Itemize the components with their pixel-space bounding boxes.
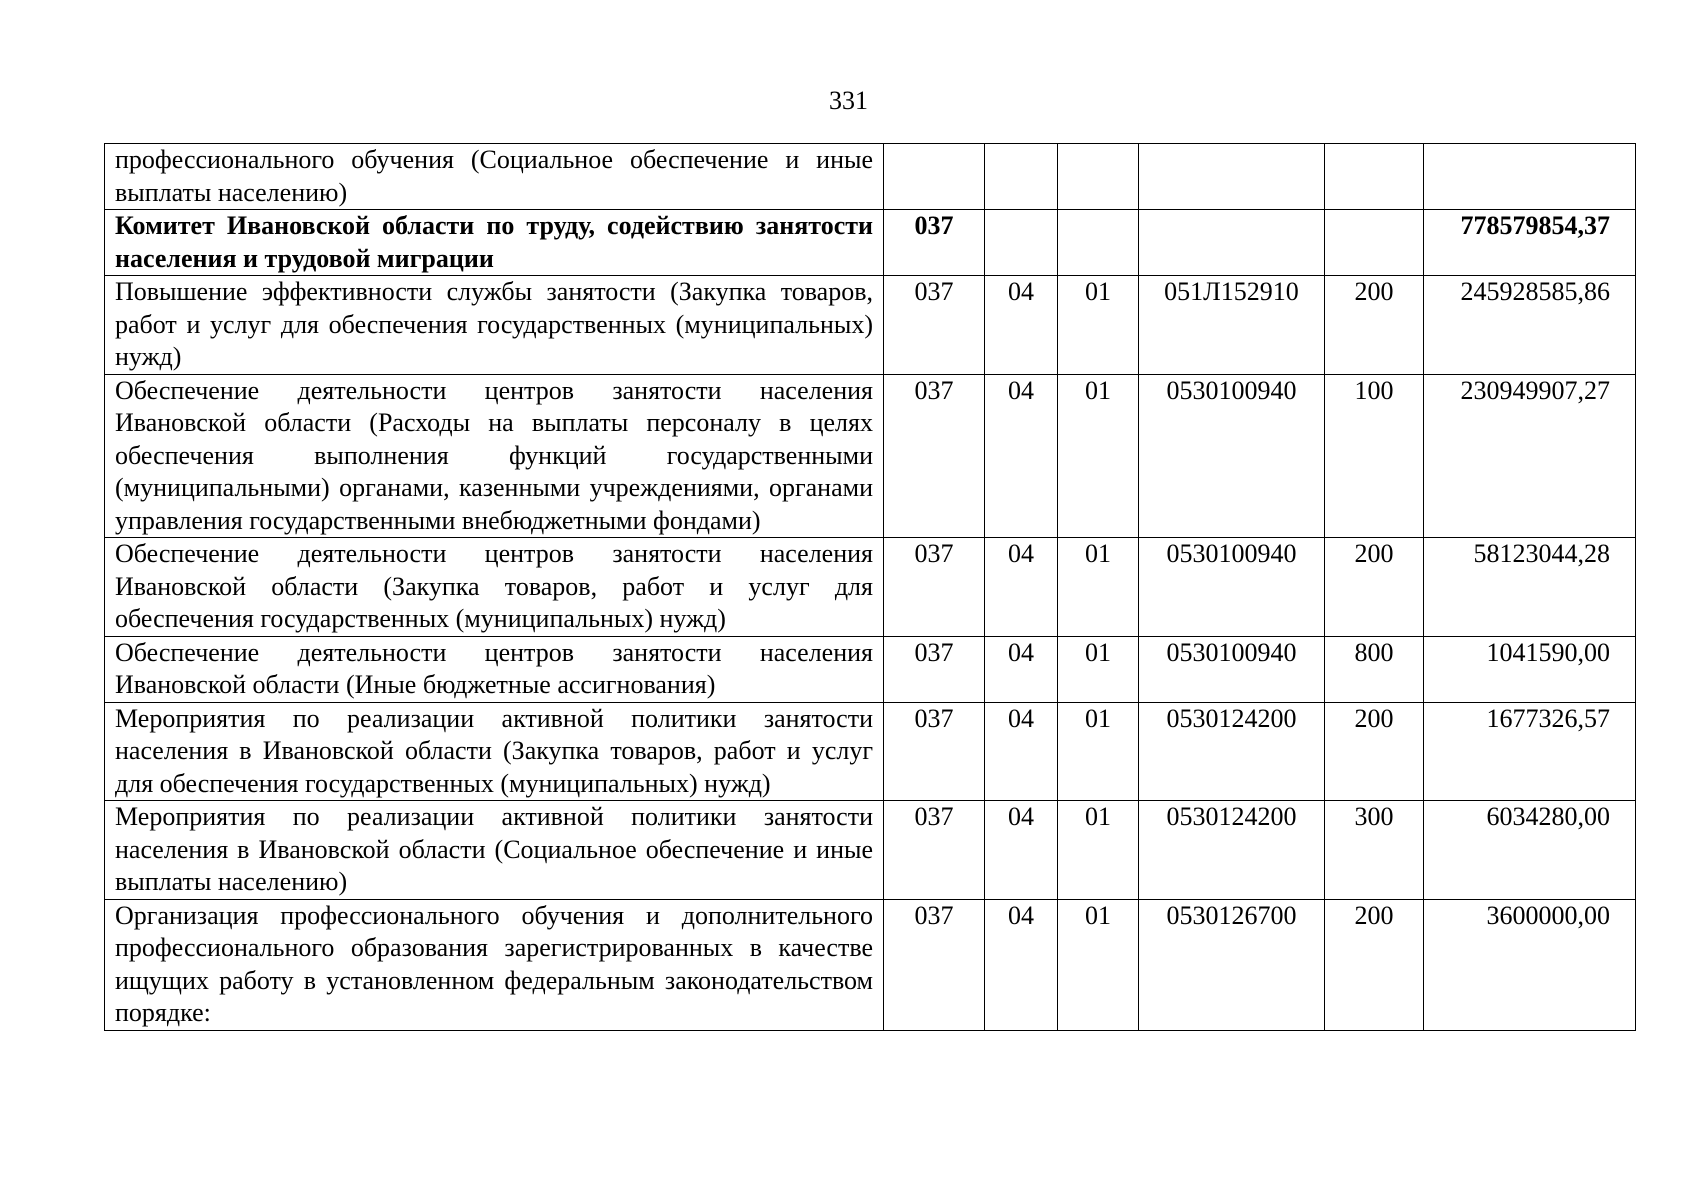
row-csr: 051Л152910 — [1139, 276, 1325, 375]
table-row — [105, 899, 1636, 1030]
row-csr — [1139, 144, 1325, 210]
row-name: Организация профессионального обучения и дополнительного профессионального образования зарегистрированных в качестве ищущих работу в установленном федеральным законодательством порядке: — [115, 900, 873, 1027]
table-row — [105, 636, 1636, 702]
row-pr: 01 — [1058, 801, 1139, 900]
row-sum: 6034280,00 — [1424, 801, 1636, 900]
row-rz: 04 — [985, 801, 1058, 900]
table-row — [105, 144, 1636, 210]
row-sum: 1677326,57 — [1424, 702, 1636, 801]
row-rz: 04 — [985, 538, 1058, 637]
row-pr — [1058, 210, 1139, 276]
row-name: Мероприятия по реализации активной политики занятости населения в Ивановской области (Закупка товаров, работ и услуг для обеспечения государственных (муниципальных) нужд) — [105, 702, 884, 801]
page-number: 331 — [829, 86, 868, 115]
row-sum: 245928585,86 — [1424, 276, 1636, 375]
row-rz — [985, 210, 1058, 276]
row-name-cell — [105, 899, 884, 1030]
row-csr: 0530100940 — [1139, 538, 1325, 637]
row-pr: 01 — [1058, 636, 1139, 702]
row-sum: 778579854,37 — [1424, 210, 1636, 276]
row-csr: 0530126700 — [1139, 899, 1325, 1030]
row-vr — [1325, 144, 1424, 210]
table-row — [105, 276, 1636, 375]
row-vr: 200 — [1325, 538, 1424, 637]
row-pr: 01 — [1058, 374, 1139, 538]
table-row — [105, 538, 1636, 637]
row-csr: 0530100940 — [1139, 636, 1325, 702]
row-sum: 1041590,00 — [1424, 636, 1636, 702]
row-sum — [1424, 144, 1636, 210]
row-ved: 037 — [884, 374, 985, 538]
row-csr: 0530124200 — [1139, 801, 1325, 900]
row-pr: 01 — [1058, 702, 1139, 801]
row-name: Мероприятия по реализации активной политики занятости населения в Ивановской области (Социальное обеспечение и иные выплаты населению) — [105, 801, 884, 900]
row-sum: 3600000,00 — [1424, 899, 1636, 1030]
table-row-header — [105, 210, 1636, 276]
row-pr: 01 — [1058, 538, 1139, 637]
row-name: Обеспечение деятельности центров занятости населения Ивановской области (Иные бюджетные ассигнования) — [105, 636, 884, 702]
row-name: Обеспечение деятельности центров занятости населения Ивановской области (Закупка товаров, работ и услуг для обеспечения государственных (муниципальных) нужд) — [105, 538, 884, 637]
row-sum: 230949907,27 — [1424, 374, 1636, 538]
row-rz: 04 — [985, 636, 1058, 702]
row-rz: 04 — [985, 702, 1058, 801]
row-csr — [1139, 210, 1325, 276]
row-pr: 01 — [1058, 899, 1139, 1030]
budget-table — [104, 143, 1636, 1031]
row-vr — [1325, 210, 1424, 276]
row-ved: 037 — [884, 276, 985, 375]
row-ved: 037 — [884, 801, 985, 900]
table-row — [105, 801, 1636, 900]
row-vr: 200 — [1325, 276, 1424, 375]
row-vr: 800 — [1325, 636, 1424, 702]
row-csr: 0530100940 — [1139, 374, 1325, 538]
row-ved: 037 — [884, 210, 985, 276]
row-vr: 300 — [1325, 801, 1424, 900]
row-name: Комитет Ивановской области по труду, содействию занятости населения и трудовой миграции — [105, 210, 884, 276]
row-csr: 0530124200 — [1139, 702, 1325, 801]
table-row — [105, 374, 1636, 538]
row-rz: 04 — [985, 276, 1058, 375]
row-ved: 037 — [884, 899, 985, 1030]
row-vr: 200 — [1325, 702, 1424, 801]
row-name: профессионального обучения (Социальное обеспечение и иные выплаты населению) — [105, 144, 884, 210]
row-rz — [985, 144, 1058, 210]
row-ved: 037 — [884, 538, 985, 637]
row-ved: 037 — [884, 636, 985, 702]
row-name: Повышение эффективности службы занятости (Закупка товаров, работ и услуг для обеспечения государственных (муниципальных) нужд) — [105, 276, 884, 375]
row-ved: 037 — [884, 702, 985, 801]
row-rz: 04 — [985, 374, 1058, 538]
row-pr — [1058, 144, 1139, 210]
row-pr: 01 — [1058, 276, 1139, 375]
row-vr: 200 — [1325, 899, 1424, 1030]
row-name: Обеспечение деятельности центров занятости населения Ивановской области (Расходы на выплаты персоналу в целях обеспечения выполнения функций государственными (муниципальными) органами, казенными учреждениями, органами управления государственными внебюджетными фондами) — [105, 374, 884, 538]
row-ved — [884, 144, 985, 210]
row-vr: 100 — [1325, 374, 1424, 538]
row-rz: 04 — [985, 899, 1058, 1030]
row-sum: 58123044,28 — [1424, 538, 1636, 637]
table-row — [105, 702, 1636, 801]
